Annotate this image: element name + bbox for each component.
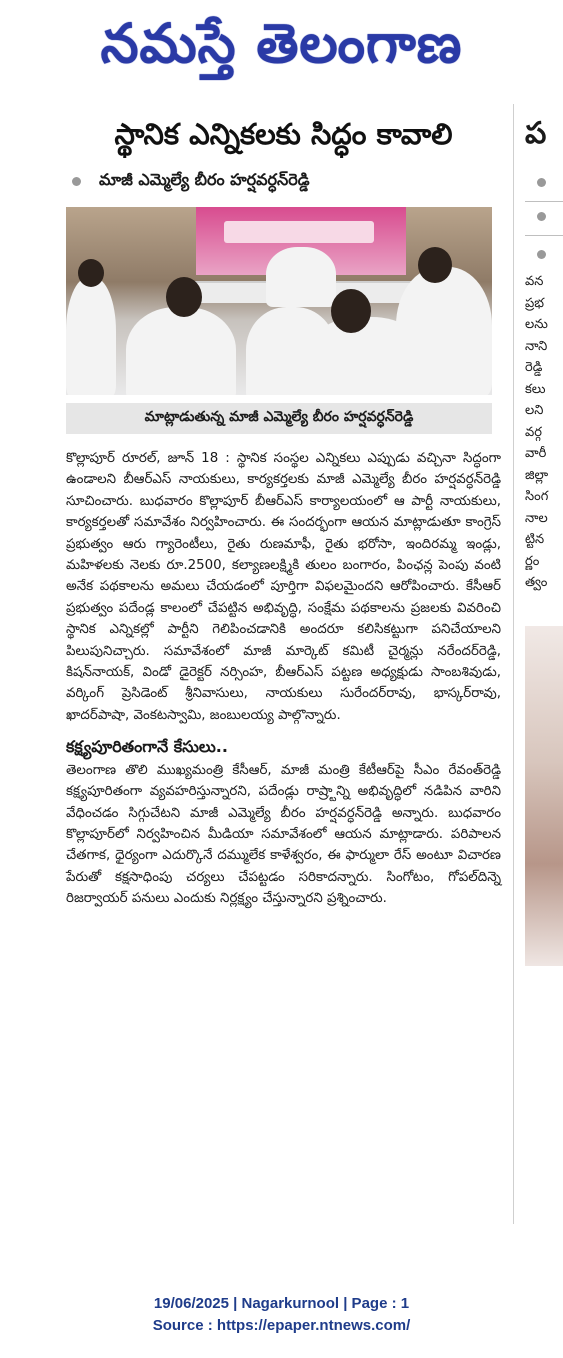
article-subheading: కక్ష్యపూరితంగానే కేసులు.. — [66, 737, 228, 757]
article-headline: స్థానిక ఎన్నికలకు సిద్ధం కావాలి — [114, 117, 453, 151]
masthead-title: నమస్తే తెలంగాణ — [100, 12, 463, 75]
photo-person-head — [418, 247, 452, 283]
page-footer — [0, 1293, 563, 1337]
adjacent-headline: ప — [525, 116, 547, 151]
photo-person-head — [166, 277, 202, 317]
article-body — [66, 448, 501, 910]
photo-person-head — [331, 289, 371, 333]
adjacent-line: కలు — [525, 381, 546, 397]
byline-text: మాజీ ఎమ్మెల్యే బీరం హర్షవర్ధన్‌రెడ్డి — [99, 170, 310, 189]
adjacent-line: జిల్లా — [525, 467, 549, 483]
bullet-icon — [537, 212, 546, 221]
adjacent-line: లని — [525, 403, 544, 418]
photo-speaker — [266, 247, 336, 307]
photo-caption: మాట్లాడుతున్న మాజీ ఎమ్మెల్యే బీరం హర్షవర్ధన్‌రెడ్డి — [66, 403, 492, 434]
adjacent-line: వారీ — [525, 446, 547, 461]
column-divider — [513, 104, 514, 1224]
adjacent-photo — [525, 626, 563, 966]
masthead — [0, 4, 563, 84]
adjacent-line: త్వం — [525, 575, 548, 590]
adjacent-line: రెడ్డి — [525, 360, 543, 375]
article-paragraph: కొల్లాపూర్ రూరల్, జూన్ 18 : స్థానిక సంస్థల ఎన్నికలు ఎప్పుడు వచ్చినా సిద్ధంగా ఉండాలని బీఆర్ఎస్ నాయకులు, కార్యకర్తలకు మాజీ ఎమ్మెల్యే బీరం హర్షవర్ధన్‌రెడ్డి సూచించారు. బుధవారం కొల్లాపూర్ బీఆర్ఎస్ కార్యాలయంలో ఆ పార్టీ నాయకులు, కార్యకర్తలతో సమావేశం నిర్వహించారు. ఈ సందర్భంగా ఆయన మాట్లాడుతూ కాంగ్రెస్ ప్రభుత్వం ఆరు గ్యారెంటీలు, రైతు రుణమాఫీ, రైతు భరోసా, ఇందిరమ్మ ఇండ్లు, మహిళలకు నెలకు రూ.2500, కల్యాణలక్ష్మికి తులం బంగారం, పింఛన్ల పెంపు వంటి అనేక పథకాలను అమలు చేయడంలో పూర్తిగా విఫలమైందని ఆరోపించారు. కేసీఆర్ ప్రభుత్వం పదేండ్ల కాలంలో చేపట్టిన అభివృద్ధి, సంక్షేమ పథకాలను ప్రజలకు వివరించి స్థానిక ఎన్నికల్లో పార్టీని గెలిపించడానికి అందరూ కలిసికట్టుగా పనిచేయాలని పిలుపునిచ్చారు. సమావేశంలో మాజీ మార్కెట్ కమిటీ చైర్మన్లు నరేందర్‌రెడ్డి, కిషన్‌నాయక్, విండో డైరెక్టర్ నర్సింహ, బీఆర్ఎస్ పట్టణ అధ్యక్షుడు సాంబశివుడు, వర్కింగ్ ప్రెసిడెంట్ శ్రీనివాసులు, నాయకులు సురేందర్‌రావు, భాస్కర్‌రావు, ఖాదర్‌పాషా, వెంకటస్వామి, జంబులయ్య పాల్గొన్నారు. — [66, 451, 501, 723]
adjacent-line: లను — [525, 317, 548, 332]
article-byline — [66, 170, 501, 193]
adjacent-line: ర్ణం — [525, 553, 540, 569]
adjacent-text — [525, 271, 563, 594]
divider — [525, 235, 563, 236]
bullet-icon — [72, 177, 81, 186]
bullet-icon — [537, 178, 546, 187]
photo-banner-label — [224, 221, 374, 243]
article-paragraph: తెలంగాణ తొలి ముఖ్యమంత్రి కేసీఆర్, మాజీ మంత్రి కేటీఆర్‌పై సీఎం రేవంత్‌రెడ్డి కక్ష్యపూరితంగా వ్యవహరిస్తున్నారని, పదేండ్లు రాష్ర్టాన్ని అభివృద్ధిలో నడిపిన వారిని వేధించడం సిగ్గుచేటని మాజీ ఎమ్మెల్యే బీరం హర్షవర్ధన్‌రెడ్డి అన్నారు. బుధవారం కొల్లాపూర్‌లో నిర్వహించిన మీడియా సమావేశంలో ఆయన మాట్లాడారు. పరిపాలన చేతగాక, ధైర్యంగా ఎదుర్కొనే దమ్ములేక కాళేశ్వరం, ఈ ఫార్ములా రేస్ అంటూ విచారణ పేరుతో కక్షసాధింపు చర్యలు చేపట్టడం సరికాదన్నారు. సింగోటం, గోపల్‌దిన్నె రిజర్వాయర్ పనులు ఎందుకు నిర్లక్ష్యం చేస్తున్నారని ప్రశ్నించారు. — [66, 762, 501, 907]
adjacent-line: నాని — [525, 338, 548, 354]
photo-person — [66, 277, 116, 395]
divider — [525, 201, 563, 202]
adjacent-line: నాల — [525, 510, 548, 526]
adjacent-line: వర్గ — [525, 424, 542, 440]
photo-person-head — [78, 259, 104, 287]
bullet-icon — [537, 250, 546, 259]
adjacent-article — [525, 112, 563, 966]
adjacent-line: ప్రభ — [525, 295, 544, 311]
article-photo — [66, 207, 492, 395]
adjacent-line: ట్టిన — [525, 532, 545, 547]
adjacent-line: సింగ — [525, 489, 549, 504]
article — [66, 112, 501, 910]
footer-source: Source : https://epaper.ntnews.com/ — [152, 1317, 411, 1334]
photo-person — [126, 307, 236, 395]
footer-date-edition: 19/06/2025 | Nagarkurnool | Page : 1 — [153, 1295, 410, 1312]
adjacent-line: వన — [525, 274, 544, 289]
photo-person — [396, 267, 492, 395]
